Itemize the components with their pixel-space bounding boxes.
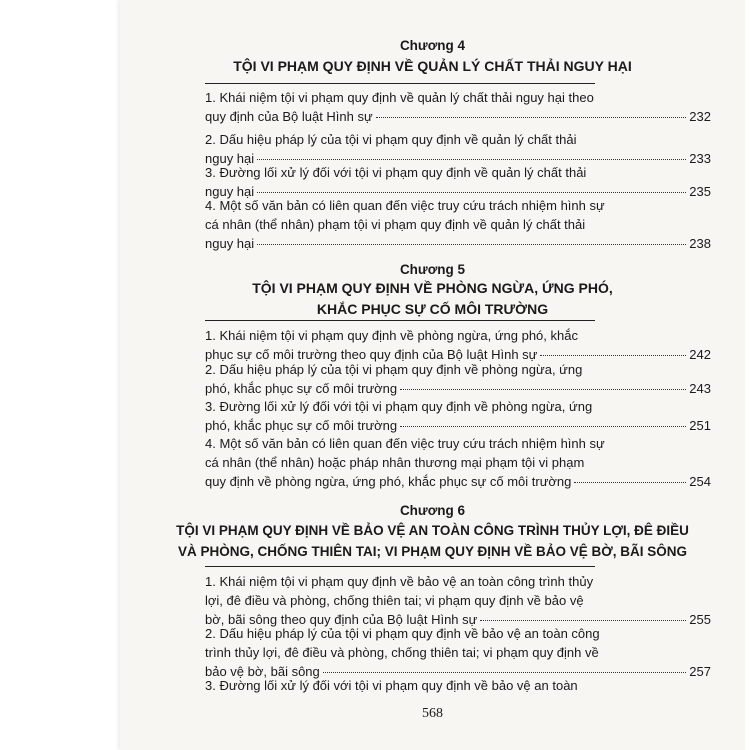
page-ref: 254: [689, 474, 711, 489]
chapter-6-title: [130, 520, 735, 562]
toc-entry-5-1[interactable]: [205, 326, 711, 364]
page-ref: 257: [689, 664, 711, 679]
entry-last-line: [205, 234, 711, 253]
leader-dots: [400, 389, 686, 390]
chapter-4-title: [120, 56, 745, 77]
entry-line: cá nhân (thể nhân) hoặc pháp nhân thương mại phạm tội vi phạm: [205, 455, 585, 470]
book-page: [120, 0, 745, 750]
leader-dots: [376, 117, 686, 118]
page-ref: 233: [689, 151, 711, 166]
entry-line: 2. Dấu hiệu pháp lý của tội vi phạm quy định về phòng ngừa, ứng: [205, 362, 583, 377]
chapter-5-rule: [205, 320, 595, 321]
entry-text: quy định của Bộ luật Hình sự: [205, 109, 373, 124]
toc-entry-6-1[interactable]: [205, 572, 711, 629]
leader-dots: [257, 159, 686, 160]
toc-entry-5-2[interactable]: [205, 360, 711, 398]
entry-line: 3. Đường lối xử lý đối với tội vi phạm quy định về phòng ngừa, ứng: [205, 399, 593, 414]
chapter-title-line: TỘI VI PHẠM QUY ĐỊNH VỀ BẢO VỆ AN TOÀN CÔNG TRÌNH THỦY LỢI, ĐÊ ĐIỀU: [176, 523, 689, 538]
page-ref: 232: [689, 109, 711, 124]
leader-dots: [400, 426, 686, 427]
entry-text: quy định về phòng ngừa, ứng phó, khắc phục sự cố môi trường: [205, 474, 572, 489]
entry-line: cá nhân (thể nhân) phạm tội vi phạm quy định về quản lý chất thải: [205, 217, 586, 232]
entry-text: nguy hại: [205, 184, 255, 199]
page-ref: 238: [689, 236, 711, 251]
entry-line: 2. Dấu hiệu pháp lý của tội vi phạm quy định về quản lý chất thải: [205, 132, 577, 147]
entry-line: 2. Dấu hiệu pháp lý của tội vi phạm quy định về bảo vệ an toàn công: [205, 626, 600, 641]
leader-dots: [540, 355, 686, 356]
entry-text: bờ, bãi sông theo quy định của Bộ luật Hình sự: [205, 612, 478, 627]
page-ref: 251: [689, 418, 711, 433]
entry-last-line: [205, 472, 711, 491]
entry-text: nguy hại: [205, 151, 255, 166]
entry-text: bảo vệ bờ, bãi sông: [205, 664, 320, 679]
leader-dots: [574, 482, 686, 483]
toc-entry-5-4[interactable]: [205, 434, 711, 491]
chapter-6-rule: [205, 566, 595, 567]
chapter-5-number: Chương 5: [399, 262, 466, 277]
chapter-6-number: Chương 6: [399, 503, 466, 518]
chapter-4-number: Chương 4: [399, 38, 466, 53]
entry-line: 1. Khái niệm tội vi phạm quy định về phòng ngừa, ứng phó, khắc: [205, 328, 578, 343]
toc-entry-6-2[interactable]: [205, 624, 711, 681]
chapter-title-line: TỘI VI PHẠM QUY ĐỊNH VỀ PHÒNG NGỪA, ỨNG PHÓ,: [252, 280, 613, 296]
entry-line: trình thủy lợi, đê điều và phòng, chống thiên tai; vi phạm quy định về: [205, 645, 599, 660]
entry-line: 4. Một số văn bản có liên quan đến việc truy cứu trách nhiệm hình sự: [205, 436, 605, 451]
page-ref: 243: [689, 381, 711, 396]
leader-dots: [323, 672, 686, 673]
toc-entry-5-3[interactable]: [205, 397, 711, 435]
leader-dots: [480, 620, 686, 621]
chapter-title-line: TỘI VI PHẠM QUY ĐỊNH VỀ QUẢN LÝ CHẤT THẢI NGUY HẠI: [233, 58, 632, 74]
chapter-title-line: KHẮC PHỤC SỰ CỐ MÔI TRƯỜNG: [316, 301, 549, 317]
chapter-5-title: [120, 278, 745, 320]
page-ref: 235: [689, 184, 711, 199]
entry-text: phó, khắc phục sự cố môi trường: [205, 381, 398, 396]
chapter-4-rule: [205, 83, 595, 84]
entry-last-line: [205, 416, 711, 435]
page-ref: 242: [689, 347, 711, 362]
entry-line: 1. Khái niệm tội vi phạm quy định về bảo vệ an toàn công trình thủy: [205, 574, 594, 589]
entry-line: 3. Đường lối xử lý đối với tội vi phạm quy định về bảo vệ an toàn: [205, 678, 578, 693]
entry-last-line: [205, 107, 711, 126]
page-number: 568: [422, 706, 443, 721]
entry-text: phó, khắc phục sự cố môi trường: [205, 418, 398, 433]
toc-entry-6-3[interactable]: [205, 676, 711, 695]
toc-entry-4-4[interactable]: [205, 196, 711, 253]
entry-text: phục sự cố môi trường theo quy định của Bộ luật Hình sự: [205, 347, 538, 362]
entry-text: nguy hại: [205, 236, 255, 251]
entry-line: lợi, đê điều và phòng, chống thiên tai; vi phạm quy định về bảo vệ: [205, 593, 584, 608]
entry-last-line: [205, 379, 711, 398]
entry-line: 4. Một số văn bản có liên quan đến việc truy cứu trách nhiệm hình sự: [205, 198, 605, 213]
leader-dots: [257, 192, 686, 193]
chapter-title-line: VÀ PHÒNG, CHỐNG THIÊN TAI; VI PHẠM QUY ĐỊNH VỀ BẢO VỆ BỜ, BÃI SÔNG: [177, 544, 688, 559]
toc-entry-4-1[interactable]: [205, 88, 711, 126]
entry-line: 1. Khái niệm tội vi phạm quy định về quản lý chất thải nguy hại theo: [205, 90, 594, 105]
leader-dots: [257, 244, 686, 245]
page-ref: 255: [689, 612, 711, 627]
entry-line: 3. Đường lối xử lý đối với tội vi phạm quy định về quản lý chất thải: [205, 165, 587, 180]
